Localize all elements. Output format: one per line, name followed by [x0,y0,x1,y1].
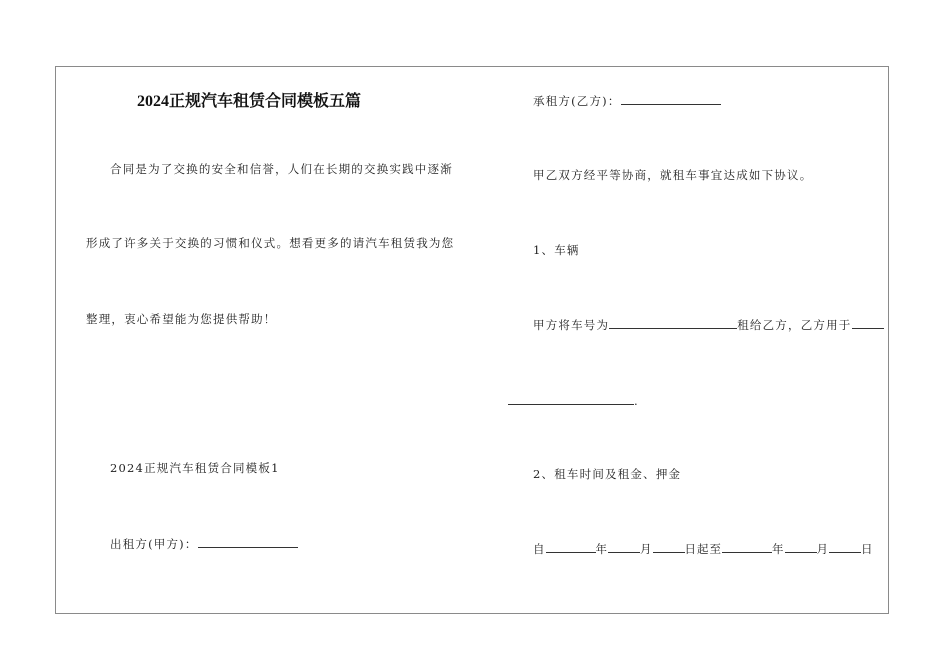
start-year-blank [546,542,596,553]
contract-subtitle: 2024正规汽车租赁合同模板1 [110,461,280,475]
lessee-blank [621,94,721,105]
vehicle-clause-continued [508,394,639,408]
end-month-blank [785,542,817,553]
rental-period-clause [533,542,874,556]
vehicle-clause-end: . [634,394,639,408]
lessor-blank [198,537,298,548]
year-label-2: 年 [772,542,785,556]
intro-paragraph-line-1: 合同是为了交换的安全和信誉，人们在长期的交换实践中逐渐 [110,162,453,176]
end-day-blank [829,542,861,553]
section-1-heading: 1、车辆 [533,243,580,257]
usage-blank-end [508,394,634,405]
intro-paragraph-line-2: 形成了许多关于交换的习惯和仪式。想看更多的请汽车租赁我为您 [86,236,455,250]
lessor-field [110,537,298,551]
usage-blank-start [852,318,884,329]
day-label: 日 [861,542,874,556]
plate-number-blank [609,318,737,329]
agreement-statement: 甲乙双方经平等协商，就租车事宜达成如下协议。 [533,168,813,182]
month-label-2: 月 [816,542,829,556]
vehicle-clause-part-2: 租给乙方，乙方用于 [737,318,852,332]
start-day-blank [653,542,685,553]
date-from-label: 自 [533,542,546,556]
start-month-blank [608,542,640,553]
vehicle-clause [533,318,884,332]
lessor-label: 出租方(甲方)： [110,537,198,551]
document-title: 2024正规汽车租赁合同模板五篇 [137,93,362,110]
document-page [55,66,889,614]
day-from-label: 日起至 [684,542,722,556]
section-2-heading: 2、租车时间及租金、押金 [533,467,682,481]
year-label: 年 [595,542,608,556]
end-year-blank [722,542,772,553]
intro-paragraph-line-3: 整理，衷心希望能为您提供帮助！ [86,312,277,326]
lessee-field [533,94,721,108]
vehicle-clause-part-1: 甲方将车号为 [533,318,610,332]
month-label: 月 [640,542,653,556]
lessee-label: 承租方(乙方)： [533,94,621,108]
